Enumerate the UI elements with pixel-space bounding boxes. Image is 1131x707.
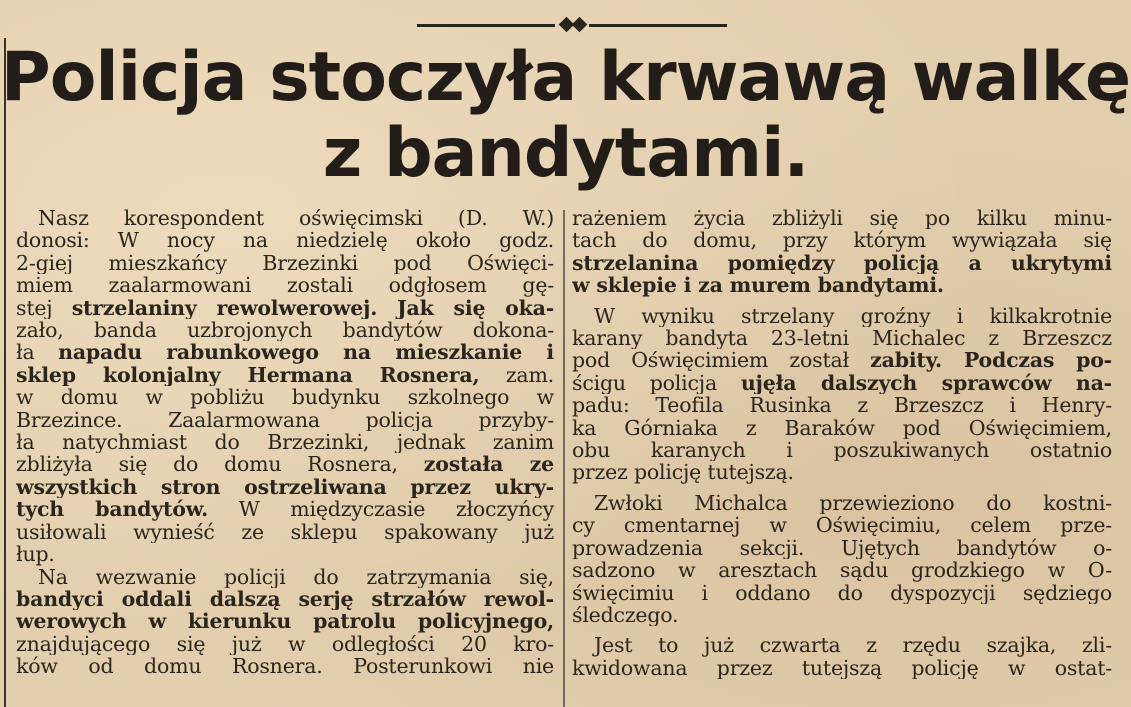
text-line: ścigu policja ujęła dalszych sprawców na- [572,371,1112,395]
article-column-left [16,207,554,678]
ornament-diamond-right [572,17,588,33]
text-line: zbliżyła się do domu Rosnera, została ze [16,453,554,476]
ornament-line-left [417,24,555,27]
text-line: tach do domu, przy którym wywiązała się [572,229,1112,252]
text-line: ków od domu Rosnera. Posterunkowi nie [16,655,554,678]
text-line: miem zaalarmowani zostali odgłosem gę- [16,274,554,297]
text-line: znajdującego się już w odległości 20 kro- [16,632,554,656]
text-line: wszystkich stron ostrzeliwana przez ukry- [16,475,554,499]
ornament-divider [417,15,727,35]
text-line: Zwłoki Michalca przewieziono do kostni- [594,491,1112,515]
text-line: prowadzenia sekcji. Ujętych bandytów o- [572,536,1112,560]
text-line: Jest to już czwarta z rzędu szajka, zli- [594,634,1112,657]
column-divider [563,210,565,707]
text-line: w domu w pobliżu budynku szkolnego w [16,386,554,409]
text-line: rażeniem życia zbliżyli się po kilku minu- [572,207,1112,230]
text-line: sadzono w aresztach sądu grodzkiego w O- [572,559,1112,582]
text-line: sklep kolonjalny Hermana Rosnera, zam. [16,363,554,387]
text-line: ła napadu rabunkowego na mieszkanie i [16,341,554,364]
text-line: śledczego. [572,603,679,627]
text-line: strzelanina pomiędzy policją a ukrytymi [572,251,1112,275]
text-line: Na wezwanie policji do zatrzymania się, [38,565,554,588]
headline-line-1: Policja stoczyła krwawą walkę [0,38,1131,117]
text-line: Nasz korespondent oświęcimski (D. W.) [38,207,554,230]
headline-line-2: z bandytami. [322,114,809,193]
text-line: kwidowana przez tutejszą policję w ostat- [572,656,1112,680]
ornament-line-right [589,24,727,27]
text-line: donosi: W nocy na niedzielę około godz. [16,229,554,252]
text-line: W wyniku strzelany groźny i kilkakrotnie [594,304,1112,328]
text-line: pod Oświęcimiem został zabity. Podczas po- [572,349,1112,372]
text-line: bandyci oddali dalszą serję strzałów rewol- [16,587,554,611]
text-line: zało, banda uzbrojonych bandytów dokona- [16,319,554,342]
text-line: 2-giej mieszkańcy Brzezinki pod Oświęci- [16,251,554,275]
text-line: karany bandyta 23-letni Michalec z Brzeszcz [572,327,1112,350]
text-line: Brzezince. Zaalarmowana policja przyby- [16,408,554,432]
text-line: łup. [16,543,55,566]
text-line: usiłowali wynieść ze sklepu spakowany już [16,520,554,544]
text-line: święcimiu i oddano do dyspozycji sędziego [572,581,1112,604]
text-line: ła natychmiast do Brzezinki, jednak zanim [16,431,554,454]
text-line: obu karanych i poszukiwanych ostatnio [572,439,1112,462]
text-line: stej strzelaniny rewolwerowej. Jak się oka- [16,296,554,320]
article-headline [0,40,1131,192]
text-line: tych bandytów. W międzyczasie złoczyńcy [16,498,554,521]
text-line: padu: Teofila Rusinka z Brzeszcz i Henry- [572,394,1112,417]
text-line: w sklepie i za murem bandytami. [572,274,944,297]
text-line: werowych w kierunku patrolu policyjnego, [16,610,554,633]
text-line: ka Górniaka z Baraków pod Oświęcimiem, [572,416,1112,440]
text-line: przez policję tutejszą. [572,461,794,484]
article-column-right [572,207,1112,679]
text-line: cy cmentarnej w Oświęcimiu, celem prze- [572,514,1112,537]
